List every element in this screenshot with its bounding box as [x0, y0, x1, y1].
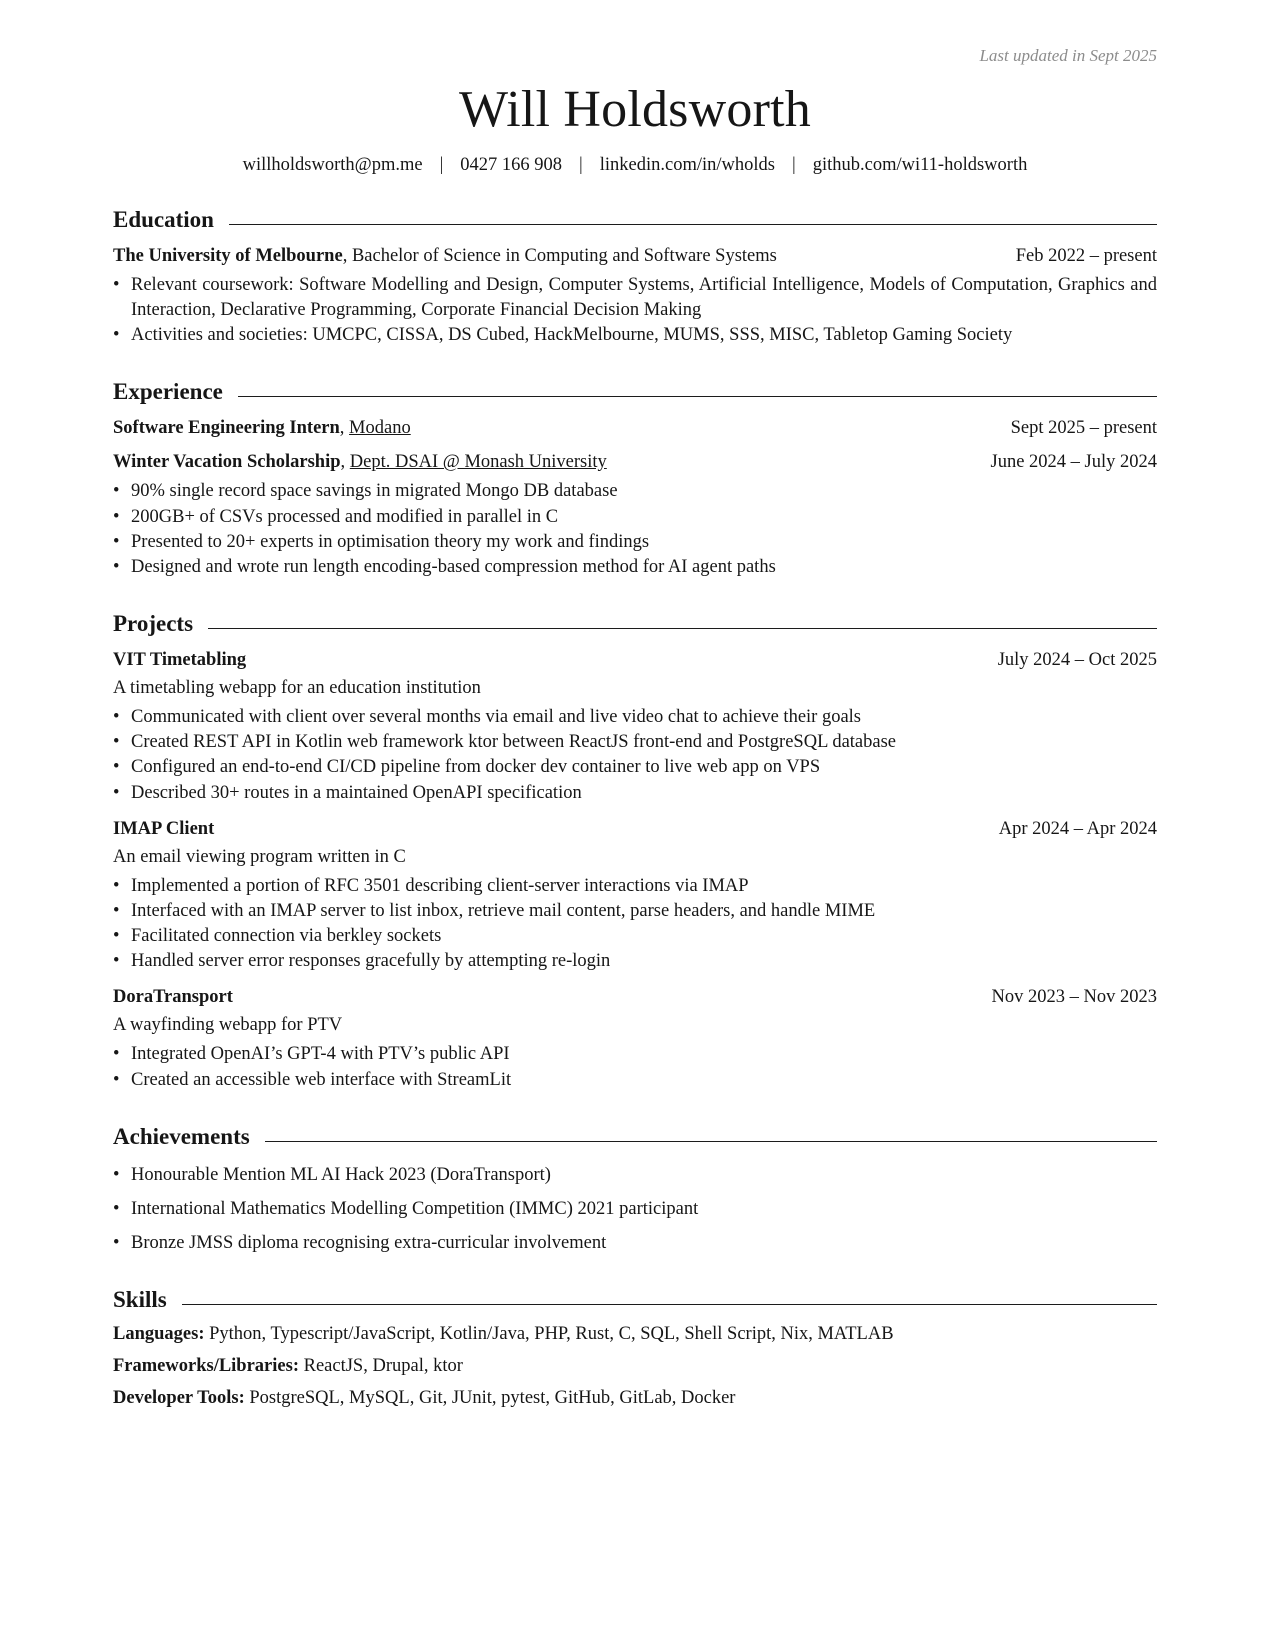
bullet-text: Activities and societies: UMCPC, CISSA, DS Cubed, HackMelbourne, MUMS, SSS, MISC, Tabletop Gaming Society: [131, 325, 1013, 346]
bullet-text: 200GB+ of CSVs processed and modified in parallel in C: [131, 506, 559, 527]
list-item: [113, 874, 1157, 899]
section-heading: [113, 207, 1157, 233]
email-link[interactable]: willholdsworth@pm.me: [242, 155, 423, 175]
list-item: [113, 1042, 1157, 1067]
date-range: Apr 2024 – Apr 2024: [998, 818, 1157, 839]
phone-link[interactable]: 0427 166 908: [460, 155, 563, 175]
project-title: VIT Timetabling: [113, 650, 247, 671]
heading-rule: [182, 1304, 1157, 1305]
bullet-text: Facilitated connection via berkley sockets: [131, 926, 442, 947]
skill-label: Frameworks/Libraries:: [113, 1356, 299, 1377]
bullet-icon: •: [113, 556, 120, 577]
section-title: Projects: [113, 611, 194, 637]
page-title: Will Holdsworth: [459, 81, 811, 138]
experience-entry: [113, 418, 1157, 439]
experience-entry-header: [113, 452, 1157, 473]
bullet-icon: •: [113, 1232, 120, 1253]
heading-rule: [265, 1141, 1157, 1142]
bullet-text: Implemented a portion of RFC 3501 describing client-server interactions via IMAP: [131, 875, 749, 896]
bullet-icon: •: [113, 1198, 120, 1219]
section-education: [113, 207, 1157, 348]
project-name: [113, 987, 233, 1008]
degree-text: , Bachelor of Science in Computing and Software Systems: [342, 246, 777, 266]
org-link[interactable]: Dept. DSAI @ Monash University: [349, 452, 607, 473]
bullet-text: Honourable Mention ML AI Hack 2023 (DoraTransport): [131, 1164, 551, 1185]
section-heading: [113, 379, 1157, 405]
bullet-text: Relevant coursework: Software Modelling and Design, Computer Systems, Artificial Intelligence, Models of Computation, Graphics and Interaction, Declarative Programming, Corporate Financial Decision Making: [131, 275, 1157, 321]
list-item: [113, 1068, 1157, 1093]
section-heading: [113, 1124, 1157, 1150]
project-bullet-list: [113, 874, 1157, 975]
bullet-icon: •: [113, 1069, 120, 1090]
list-item: [113, 505, 1157, 530]
github-link[interactable]: github.com/wi11-holdsworth: [812, 155, 1028, 175]
project-name: [113, 650, 246, 671]
separator: |: [579, 155, 583, 175]
bullet-icon: •: [113, 1164, 120, 1185]
section-title: Skills: [113, 1287, 167, 1313]
bullet-text: Communicated with client over several months via email and live video chat to achieve their goals: [131, 707, 862, 728]
bullet-text: Interfaced with an IMAP server to list inbox, retrieve mail content, parse headers, and handle MIME: [131, 900, 876, 921]
section-heading: [113, 1287, 1157, 1313]
skill-values: Python, Typescript/JavaScript, Kotlin/Java, PHP, Rust, C, SQL, Shell Script, Nix, MATLAB: [204, 1324, 894, 1345]
linkedin-link[interactable]: linkedin.com/in/wholds: [599, 155, 775, 175]
experience-entry-header: [113, 418, 1157, 439]
experience-entry-title: [113, 452, 607, 473]
section-title: Experience: [113, 379, 223, 405]
bullet-icon: •: [113, 926, 120, 947]
list-item: [113, 1197, 1157, 1222]
experience-bullet-list: [113, 479, 1157, 580]
project-entry-header: [113, 650, 1157, 671]
bullet-icon: •: [113, 531, 120, 552]
bullet-icon: •: [113, 1044, 120, 1065]
bullet-icon: •: [113, 782, 120, 803]
education-entry-title: [113, 246, 777, 267]
list-item: [113, 730, 1157, 755]
section-heading: [113, 611, 1157, 637]
list-item: [113, 479, 1157, 504]
list-item: [113, 530, 1157, 555]
role-name: Software Engineering Intern: [113, 418, 340, 439]
skills-list: [113, 1324, 1157, 1409]
skill-row-developer-tools: [113, 1388, 1157, 1409]
project-entry-header: [113, 987, 1157, 1008]
date-range: June 2024 – July 2024: [990, 452, 1157, 473]
skill-values: ReactJS, Drupal, ktor: [299, 1356, 463, 1377]
project-subtitle: A timetabling webapp for an education institution: [113, 678, 481, 699]
separator-comma: ,: [340, 452, 350, 473]
achievements-bullet-list: [113, 1163, 1157, 1256]
bullet-icon: •: [113, 875, 120, 896]
skill-row-frameworks: [113, 1356, 1157, 1377]
institution-name: The University of Melbourne: [113, 246, 343, 266]
section-title: Achievements: [113, 1123, 250, 1149]
date-range: July 2024 – Oct 2025: [997, 650, 1157, 671]
bullet-icon: •: [113, 481, 120, 502]
skill-label: Developer Tools:: [113, 1388, 245, 1409]
bullet-icon: •: [113, 757, 120, 778]
list-item: [113, 755, 1157, 780]
project-bullet-list: [113, 705, 1157, 806]
section-skills: [113, 1287, 1157, 1409]
list-item: [113, 1231, 1157, 1256]
contact-bar: [113, 155, 1157, 176]
project-title: DoraTransport: [113, 987, 233, 1008]
project-subtitle: A wayfinding webapp for PTV: [113, 1015, 343, 1036]
bullet-text: Presented to 20+ experts in optimisation theory my work and findings: [131, 531, 650, 552]
date-range: Sept 2025 – present: [1010, 418, 1157, 439]
list-item: [113, 924, 1157, 949]
heading-rule: [208, 628, 1157, 629]
section-achievements: [113, 1124, 1157, 1256]
separator: |: [792, 155, 796, 175]
project-subtitle: An email viewing program written in C: [113, 846, 406, 867]
project-entry-header: [113, 819, 1157, 840]
project-entry: [113, 819, 1157, 975]
date-range: Feb 2022 – present: [1015, 246, 1157, 266]
bullet-icon: •: [113, 506, 120, 527]
bullet-icon: •: [113, 707, 120, 728]
separator-comma: ,: [339, 418, 350, 439]
bullet-text: Configured an end-to-end CI/CD pipeline from docker dev container to live web app on VPS: [131, 757, 821, 778]
project-entry: [113, 650, 1157, 806]
list-item: [113, 273, 1157, 323]
bullet-icon: •: [113, 325, 120, 346]
section-projects: [113, 611, 1157, 1093]
org-link[interactable]: Modano: [349, 418, 411, 439]
bullet-text: International Mathematics Modelling Competition (IMMC) 2021 participant: [131, 1198, 699, 1219]
education-entry-header: [113, 246, 1157, 267]
list-item: [113, 781, 1157, 806]
heading-rule: [229, 224, 1157, 225]
bullet-text: Described 30+ routes in a maintained OpenAPI specification: [131, 782, 582, 803]
heading-rule: [238, 396, 1157, 397]
project-name: [113, 819, 214, 840]
separator: |: [439, 155, 444, 175]
list-item: [113, 949, 1157, 974]
bullet-icon: •: [113, 900, 120, 921]
bullet-text: Integrated OpenAI’s GPT-4 with PTV’s public API: [131, 1044, 510, 1065]
project-entry: [113, 987, 1157, 1092]
bullet-icon: •: [113, 732, 120, 753]
bullet-icon: •: [113, 275, 120, 295]
date-range: Nov 2023 – Nov 2023: [991, 987, 1157, 1008]
education-bullet-list: [113, 273, 1157, 348]
list-item: [113, 323, 1157, 348]
last-updated-note: Last updated in Sept 2025: [979, 46, 1157, 65]
bullet-text: 90% single record space savings in migrated Mongo DB database: [131, 481, 618, 502]
bullet-text: Handled server error responses gracefully by attempting re-login: [131, 951, 611, 972]
skill-values: PostgreSQL, MySQL, Git, JUnit, pytest, GitHub, GitLab, Docker: [244, 1388, 736, 1409]
skill-label: Languages:: [113, 1324, 205, 1345]
bullet-text: Created REST API in Kotlin web framework ktor between ReactJS front-end and PostgreSQL database: [131, 732, 897, 753]
project-title: IMAP Client: [113, 818, 215, 839]
list-item: [113, 555, 1157, 580]
section-title: Education: [113, 207, 214, 232]
skill-row-languages: [113, 1324, 1157, 1345]
bullet-text: Bronze JMSS diploma recognising extra-curricular involvement: [131, 1232, 607, 1253]
experience-entry-title: [113, 418, 411, 439]
experience-entry: [113, 452, 1157, 580]
list-item: [113, 899, 1157, 924]
section-experience: [113, 379, 1157, 580]
bullet-text: Designed and wrote run length encoding-based compression method for AI agent paths: [131, 556, 776, 577]
project-bullet-list: [113, 1042, 1157, 1092]
bullet-icon: •: [113, 951, 120, 972]
list-item: [113, 705, 1157, 730]
list-item: [113, 1163, 1157, 1188]
role-name: Winter Vacation Scholarship: [113, 452, 341, 473]
bullet-text: Created an accessible web interface with StreamLit: [131, 1069, 512, 1090]
